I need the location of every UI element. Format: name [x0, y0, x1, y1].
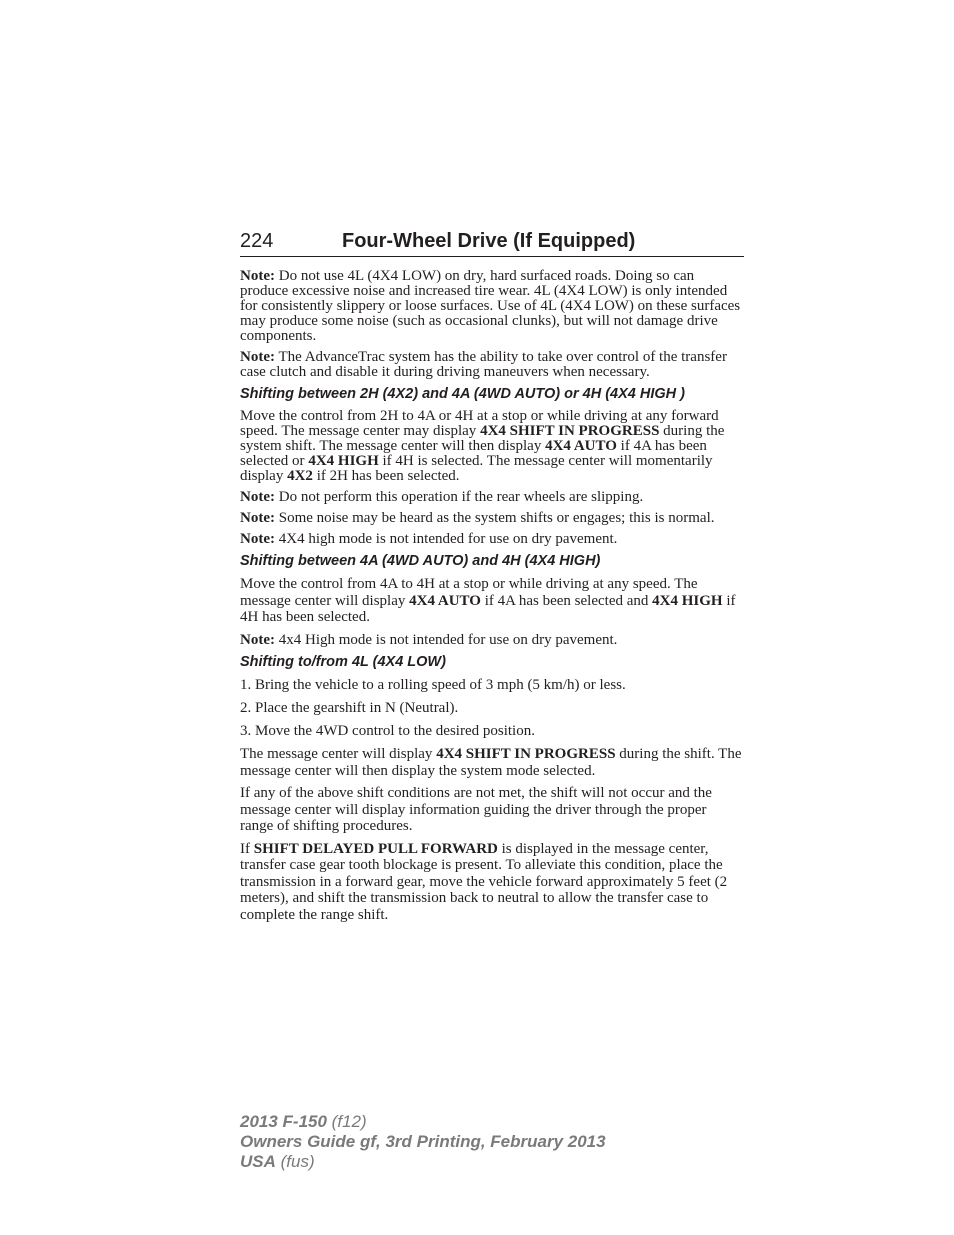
body-paragraph: The message center will display 4X4 SHIFT IN PROGRESS during the shift. The message center will then display the system mode selected. [240, 746, 742, 779]
body-paragraph: If any of the above shift conditions are not met, the shift will not occur and the message center will display information guiding the driver through the proper range of shifting procedures. [240, 785, 712, 834]
section-heading: Shifting to/from 4L (4X4 LOW) [240, 654, 446, 670]
page-title: Four-Wheel Drive (If Equipped) [342, 230, 636, 252]
note-label: Note: [240, 510, 275, 526]
body-paragraph: Move the control from 4A to 4H at a stop or while driving at any speed. The message center will display 4X4 AUTO if 4A has been selected and 4X4 HIGH if 4H has been selected. [240, 576, 736, 625]
note-paragraph: Note: Do not perform this operation if the rear wheels are slipping. [240, 489, 644, 505]
section-heading: Shifting between 4A (4WD AUTO) and 4H (4X4 HIGH) [240, 553, 601, 569]
note-paragraph: Note: 4X4 high mode is not intended for use on dry pavement. [240, 531, 618, 547]
step-item: 3. Move the 4WD control to the desired position. [240, 723, 535, 739]
page-content [240, 269, 742, 929]
page-number: 224 [240, 230, 274, 252]
page-footer [240, 1112, 606, 1172]
note-label: Note: [240, 268, 275, 284]
footer-line-model: 2013 F-150 (f12) [240, 1112, 367, 1131]
note-label: Note: [240, 489, 275, 505]
body-paragraph: If SHIFT DELAYED PULL FORWARD is displayed in the message center, transfer case gear tooth blockage is present. To alleviate this condition, place the transmission in a forward gear, move the vehicle forward approximately 5 feet (2 meters), and shift the transmission back to neutral to allow the transfer case to complete the range shift. [240, 840, 728, 923]
step-item: 1. Bring the vehicle to a rolling speed of 3 mph (5 km/h) or less. [240, 677, 626, 693]
note-paragraph: Note: The AdvanceTrac system has the ability to take over control of the transfer case clutch and disable it during driving maneuvers when necessary. [240, 349, 727, 380]
note-label: Note: [240, 631, 275, 648]
footer-line-market: USA (fus) [240, 1152, 315, 1171]
note-label: Note: [240, 349, 275, 365]
note-label: Note: [240, 531, 275, 547]
note-paragraph: Note: Some noise may be heard as the system shifts or engages; this is normal. [240, 510, 715, 526]
body-paragraph: Move the control from 2H to 4A or 4H at a stop or while driving at any forward speed. The message center may display 4X4 SHIFT IN PROGRESS during the system shift. The message center will then display 4X4 AUTO if 4A has been selected or 4X4 HIGH if 4H is selected. The message center will momentarily display 4X2 if 2H has been selected. [240, 408, 725, 484]
note-paragraph: Note: Do not use 4L (4X4 LOW) on dry, hard surfaced roads. Doing so can produce excessive noise and increased tire wear. 4L (4X4 LOW) is only intended for consistently slippery or loose surfaces. Use of 4L (4X4 LOW) on these surfaces may produce some noise (such as occasional clunks), but will not damage drive components. [240, 268, 741, 344]
section-heading: Shifting between 2H (4X2) and 4A (4WD AUTO) or 4H (4X4 HIGH ) [240, 386, 685, 402]
footer-line-edition: Owners Guide gf, 3rd Printing, February 2013 [240, 1132, 606, 1151]
step-item: 2. Place the gearshift in N (Neutral). [240, 700, 459, 716]
page-header [240, 228, 744, 257]
note-paragraph: Note: 4x4 High mode is not intended for use on dry pavement. [240, 631, 618, 648]
